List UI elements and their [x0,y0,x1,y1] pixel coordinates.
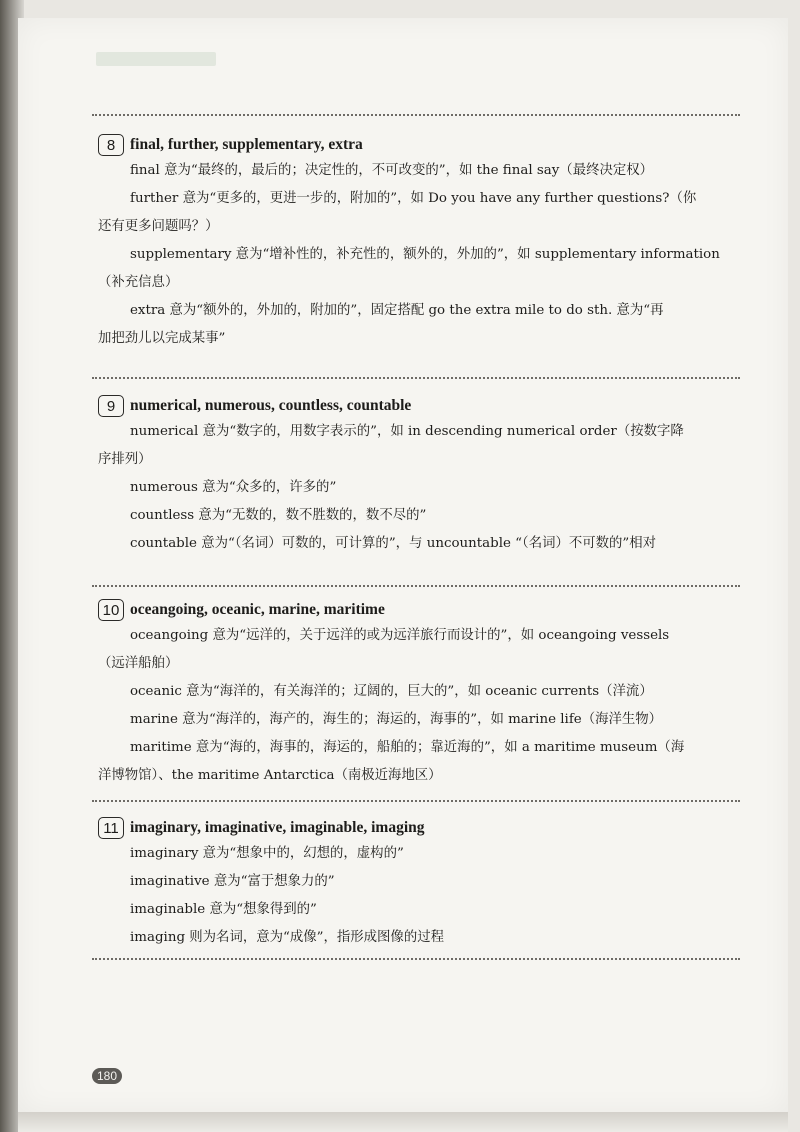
entry-number-box: 11 [98,817,124,839]
page-number: 180 [92,1068,122,1084]
entry-title: numerical, numerous, countless, countable [130,397,412,414]
entry-line: maritime 意为“海的，海事的，海运的，船舶的；靠近海的”，如 a maritime museum（海 [130,740,685,755]
entry-title: oceangoing, oceanic, marine, maritime [130,601,385,618]
entry-line: 序排列） [98,452,152,467]
page-bottom-edge [18,1112,788,1132]
entry-line: countless 意为“无数的，数不胜数的，数不尽的” [130,508,427,523]
dotted-divider [92,377,740,379]
entry-line: marine 意为“海洋的，海产的，海生的；海运的，海事的”，如 marine life（海洋生物） [130,712,663,727]
entry-line: supplementary 意为“增补性的，补充性的，额外的，外加的”，如 supplementary information [130,247,720,262]
entry-heading [98,133,738,157]
entry-line: imaginable 意为“想象得到的” [130,902,317,917]
dotted-divider [92,114,740,116]
entry-heading [98,816,738,840]
entry-9 [98,394,738,558]
entry-number-box: 9 [98,395,124,417]
entry-number-box: 10 [98,599,124,621]
entry-11 [98,816,738,952]
entry-title: imaginary, imaginative, imaginable, imaging [130,819,425,836]
entry-line: （远洋船舶） [98,656,179,671]
faded-running-header [96,52,216,66]
entry-line: numerous 意为“众多的，许多的” [130,480,337,495]
dotted-divider [92,958,740,960]
entry-heading [98,598,738,622]
entry-line: oceangoing 意为“远洋的，关于远洋的或为远洋旅行而设计的”，如 oceangoing vessels [130,628,670,643]
entry-line: numerical 意为“数字的，用数字表示的”，如 in descending numerical order（按数字降 [130,424,684,439]
entry-line: imaginary 意为“想象中的，幻想的，虚构的” [130,846,404,861]
entry-10 [98,598,738,790]
entry-line: final 意为“最终的，最后的；决定性的，不可改变的”，如 the final say（最终决定权） [130,163,654,178]
entry-line: oceanic 意为“海洋的，有关海洋的；辽阔的，巨大的”，如 oceanic currents（洋流） [130,684,653,699]
entry-number-box: 8 [98,134,124,156]
dotted-divider [92,800,740,802]
entry-line: countable 意为“（名词）可数的，可计算的”，与 uncountable “（名词）不可数的”相对 [130,536,657,551]
entry-8 [98,133,738,353]
entry-line: 还有更多问题吗？） [98,219,219,234]
entry-line: imaginative 意为“富于想象力的” [130,874,335,889]
entry-line: further 意为“更多的，更进一步的，附加的”，如 Do you have any further questions?（你 [130,191,697,206]
entry-line: 洋博物馆）、the maritime Antarctica（南极近海地区） [98,768,442,783]
dotted-divider [92,585,740,587]
entry-heading [98,394,738,418]
entry-line: extra 意为“额外的，外加的，附加的”，固定搭配 go the extra mile to do sth. 意为“再 [130,303,664,318]
entry-title: final, further, supplementary, extra [130,136,363,153]
entry-line: （补充信息） [98,275,179,290]
entry-line: imaging 则为名词，意为“成像”，指形成图像的过程 [130,930,444,945]
entry-line: 加把劲儿以完成某事” [98,331,226,346]
